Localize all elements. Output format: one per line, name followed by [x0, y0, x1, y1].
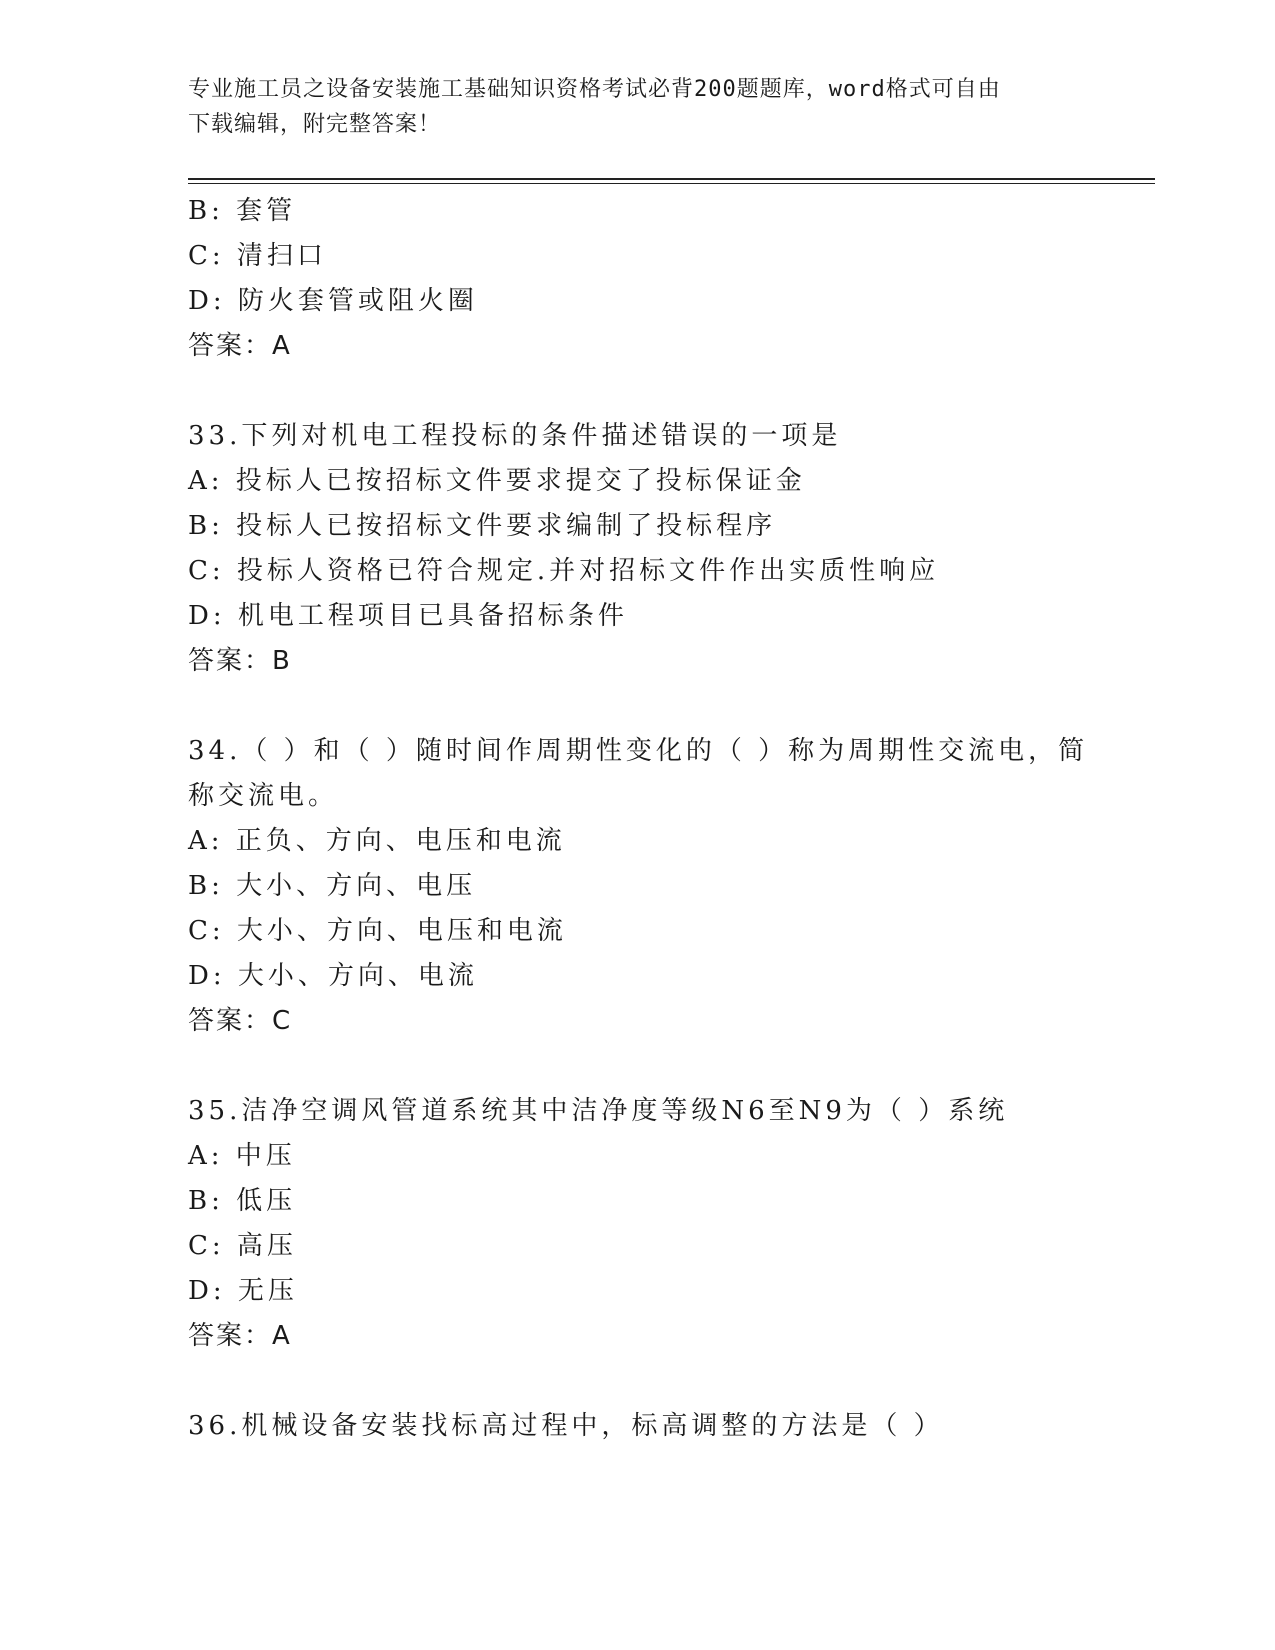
question-33-answer: 答案：B	[188, 646, 292, 676]
header-divider-thin	[188, 183, 1155, 184]
answer-line: 答案：A	[188, 331, 292, 361]
question-34-answer: 答案：C	[188, 1006, 293, 1036]
question-34-option-c: C: 大小、方向、电压和电流	[188, 916, 567, 946]
option-c: C: 清扫口	[188, 241, 327, 271]
header-line-1: 专业施工员之设备安装施工基础知识资格考试必背200题题库，word格式可自由	[188, 77, 1001, 102]
question-34-option-b: B: 大小、方向、电压	[188, 871, 477, 901]
question-35-option-d: D: 无压	[188, 1276, 298, 1306]
question-35-stem: 35.洁净空调风管道系统其中洁净度等级N6至N9为（ ）系统	[188, 1096, 1009, 1126]
header-divider-thick	[188, 178, 1155, 180]
question-34-stem-line-2: 称交流电。	[188, 781, 339, 811]
question-35-option-b: B: 低压	[188, 1186, 297, 1216]
question-36-stem: 36.机械设备安装找标高过程中，标高调整的方法是（ ）	[188, 1411, 944, 1441]
question-34-stem-line-1: 34.（ ）和（ ）随时间作周期性变化的（ ）称为周期性交流电，简	[188, 736, 1089, 766]
option-b: B: 套管	[188, 196, 297, 226]
header-line-2: 下载编辑，附完整答案！	[188, 112, 442, 137]
question-35-answer: 答案：A	[188, 1321, 292, 1351]
question-33-option-d: D: 机电工程项目已具备招标条件	[188, 601, 628, 631]
question-33-option-b: B: 投标人已按招标文件要求编制了投标程序	[188, 511, 777, 541]
question-33-option-c: C: 投标人资格已符合规定.并对招标文件作出实质性响应	[188, 556, 940, 586]
question-33-stem: 33.下列对机电工程投标的条件描述错误的一项是	[188, 421, 842, 451]
document-header	[188, 72, 1088, 142]
question-34-option-a: A: 正负、方向、电压和电流	[188, 826, 566, 856]
question-34-option-d: D: 大小、方向、电流	[188, 961, 478, 991]
question-33-option-a: A: 投标人已按招标文件要求提交了投标保证金	[188, 466, 806, 496]
option-d: D: 防火套管或阻火圈	[188, 286, 478, 316]
question-35-option-a: A: 中压	[188, 1141, 296, 1171]
question-35-option-c: C: 高压	[188, 1231, 297, 1261]
